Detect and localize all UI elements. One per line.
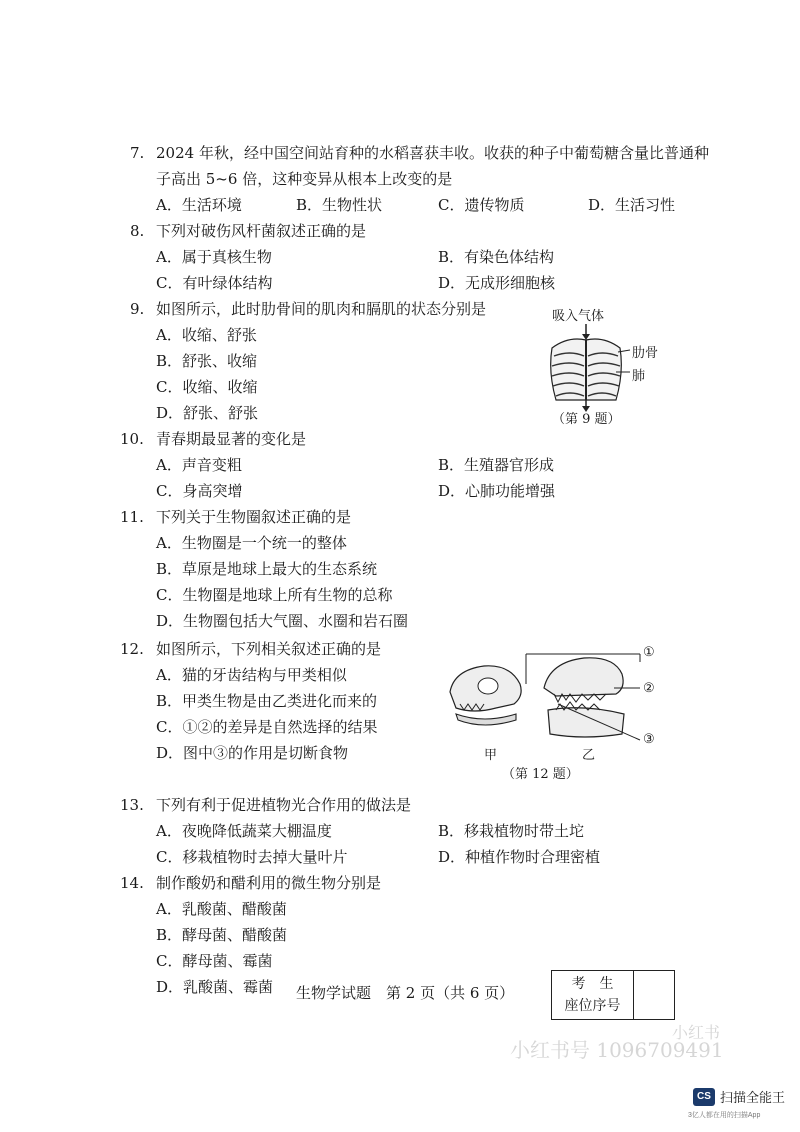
option: D．种植作物时合理密植 [438,848,601,866]
option: D．无成形细胞核 [438,274,556,292]
option: A．夜晚降低蔬菜大棚温度 [156,822,332,840]
fig9-label-inhale: 吸入气体 [552,309,605,324]
option: D．生物圈包括大气圈、水圈和岩石圈 [156,612,409,630]
option: A．收缩、舒张 [156,326,257,344]
option: C．生物圈是地球上所有生物的总称 [156,586,393,604]
fig12-mark-3: ③ [643,732,655,747]
option: A．生活环境 [156,196,242,214]
option: B．舒张、收缩 [156,352,258,370]
option: A．属于真核生物 [156,248,272,266]
watermark-id: 小红书号 1096709491 [510,1038,724,1062]
rib-cage-figure [538,322,668,412]
option: D．心肺功能增强 [438,482,556,500]
watermark-brand: 小红书 [672,1023,721,1042]
fig12-mark-1: ① [643,645,655,660]
option: A．声音变粗 [156,456,242,474]
fig12-label-yi: 乙 [582,748,596,763]
option: B．酵母菌、醋酸菌 [156,926,288,944]
option: B．移栽植物时带土坨 [438,822,585,840]
option: B．草原是地球上最大的生态系统 [156,560,378,578]
option: D．图中③的作用是切断食物 [156,744,349,762]
option: A．乳酸菌、醋酸菌 [156,900,287,918]
option: C．收缩、收缩 [156,378,258,396]
option: D．舒张、舒张 [156,404,259,422]
exam-page: 7. 2024 年秋，经中国空间站育种的水稻喜获丰收。收获的种子中葡萄糖含量比普通种 子高出 5~6 倍，这种变异从根本上改变的是 A．生活环境 B．生物性状 C．遗传物质 D．生活习性 8. 下列对破伤风杆菌叙述正确的是 A．属于真核生物 B．有染色体结构 C．有叶绿体结构 D．无成形细胞核 9. 如图所示，此时肋骨间的肌肉和膈肌的状态分别是 A．收缩、舒张 B．舒张、收缩 C．收缩、收缩 D．舒张、舒张 吸入气体 肋骨 肺 （第 9 题） 10. 青春期最显著的变化是 A．声音变粗 B．生殖器官形成 C．身高突增 D．心肺功能增强 11. 下列关于生物圈叙述正确的是 A．生物圈是一个统一的整体 B．草原是地球上最大的生态系统 C．生物圈是地球上所有生物的总称 D．生物圈包括大气圈、水圈和岩石圈 12. 如图所示，下列相关叙述正确的是 A．猫的牙齿结构与甲类相似 B．甲类生物是由乙类进化而来的 C．①②的差异是自然选择的结果 D．图中③的作用是切断食物 ① ② ③ 甲 乙 （第 12 题） 13. 下列有利于促进植物光合作用的做法是 A．夜晚降低蔬菜大棚温度 B．移栽植物时带土坨 C．移栽植物时去掉大量叶片 D．种植作物时合理密植 14. 制作酸奶和醋利用的微生物分别是 A．乳酸菌、醋酸菌 B．酵母菌、醋酸菌 C．酵母菌、霉菌 D．乳酸菌、霉菌 生物学试题 第 2 页（共 6 页） 考 生 座位序号 小红书 小红书号 1096709491 CS 扫描全能王 3亿人都在用的扫描App [120,144,786,1119]
fig12-label-jia: 甲 [484,748,498,763]
fig9-label-rib: 肋骨 [632,346,659,361]
question-7-line2: 子高出 5~6 倍，这种变异从根本上改变的是 [156,170,453,188]
page-footer: 生物学试题 第 2 页（共 6 页） [296,984,515,1002]
fig9-label-lung: 肺 [632,369,646,384]
fig12-mark-2: ② [643,681,655,696]
option: B．有染色体结构 [438,248,555,266]
option: C．移栽植物时去掉大量叶片 [156,848,348,866]
option: C．有叶绿体结构 [156,274,273,292]
fig9-caption: （第 9 题） [552,412,621,427]
seat-number-label: 考 生 座位序号 [552,971,634,1019]
option: B．生殖器官形成 [438,456,555,474]
skull-teeth-figure [444,644,644,748]
camscanner-logo-icon: CS [693,1088,715,1106]
scanner-app-name: 扫描全能王 [720,1090,786,1105]
option: B．生物性状 [296,196,383,214]
seat-number-box [551,970,675,1020]
option: C．身高突增 [156,482,243,500]
option: A．生物圈是一个统一的整体 [156,534,347,552]
fig12-caption: （第 12 题） [502,767,579,782]
option: B．甲类生物是由乙类进化而来的 [156,692,378,710]
option: C．遗传物质 [438,196,525,214]
option: A．猫的牙齿结构与甲类相似 [156,666,347,684]
option: C．①②的差异是自然选择的结果 [156,718,378,736]
option: D．生活习性 [588,196,676,214]
scanner-app-tagline: 3亿人都在用的扫描App [688,1112,761,1119]
option: C．酵母菌、霉菌 [156,952,273,970]
option: D．乳酸菌、霉菌 [156,978,274,996]
